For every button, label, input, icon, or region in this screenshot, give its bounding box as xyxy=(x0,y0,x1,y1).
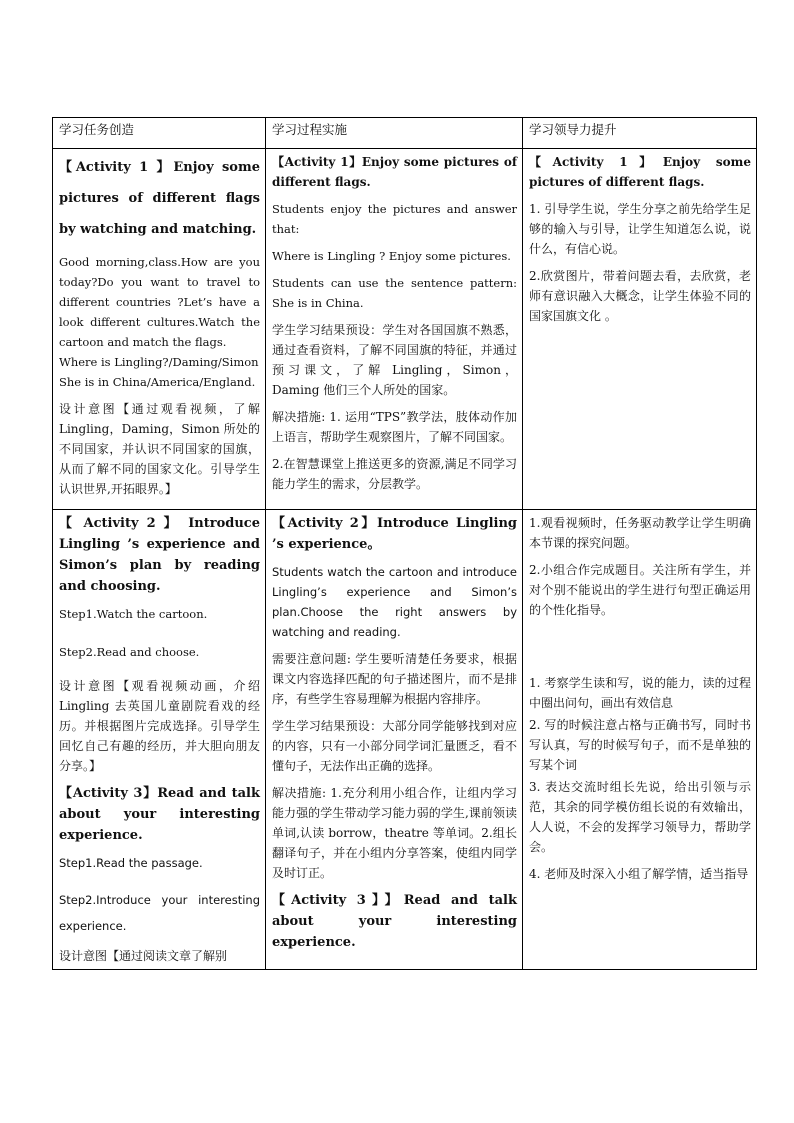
activity2-step1: Step1.Watch the cartoon. xyxy=(59,607,208,621)
activity1-dialogue: Good morning,class.How are you today?Do you want to travel to different countries ?Let’s have a look different cultures.Watch the cartoon and match the flags. xyxy=(59,255,260,349)
activity2-process-title: 【Activity 2】Introduce Lingling ’s experience。 xyxy=(272,516,517,552)
process2-solutions: 解决措施: 1.充分利用小组合作，让组内学习能力强的学生带动学习能力弱的学生,课前领读单词,认读 borrow，theatre 等单词。2.组长翻译句子，并在小组内分享答案，使组内同学及时订正。 xyxy=(272,786,517,880)
process1-p2: Where is Lingling ? Enjoy some pictures. xyxy=(272,249,511,263)
row1-process-cell xyxy=(266,149,523,510)
header-task-creation: 学习任务创造 xyxy=(53,118,266,149)
process1-smart-classroom: 2.在智慧课堂上推送更多的资源,满足不同学习能力学生的需求，分层教学。 xyxy=(272,457,517,491)
process2-expected-results: 学生学习结果预设：大部分同学能够找到对应的内容，只有一小部分同学词汇量匮乏，看不懂句子，无法作出正确的选择。 xyxy=(272,719,517,773)
process1-p1: Students enjoy the pictures and answer that: xyxy=(272,202,517,236)
process1-expected-results: 学生学习结果预设：学生对各国国旗不熟悉，通过查看资料，了解不同国旗的特征，并通过预习课文，了解 Lingling，Simon，Daming 他们三个人所处的国家。 xyxy=(272,323,517,397)
process1-p3: Students can use the sentence pattern: She is in China. xyxy=(272,276,517,310)
row2-process-cell xyxy=(266,510,523,970)
process2-p1: Students watch the cartoon and introduce Lingling’s experience and Simon’s plan.Choose the right answers by watching and reading. xyxy=(272,565,517,639)
activity1-design-intent: 设计意图【通过观看视频，了解Lingling，Daming，Simon 所处的不同国家，并认识不同国家的国旗，从而了解不同的国家文化。引导学生认识世界,开拓眼界。】 xyxy=(59,402,260,496)
activity2-design-intent: 设计意图【观看视频动画，介绍 Lingling 去英国儿童剧院看戏的经历。并根据图片完成选择。引导学生回忆自己有趣的经历，并大胆向朋友分享。】 xyxy=(59,679,260,773)
activity3-step1: Step1.Read the passage. xyxy=(59,856,203,870)
leadership2-p5: 3. 表达交流时组长先说，给出引领与示范，其余的同学模仿组长说的有效输出，人人说，不会的发挥学习领导力，帮助学会。 xyxy=(529,780,751,854)
activity3-title: 【Activity 3】Read and talk about your interesting experience. xyxy=(59,786,260,843)
process1-solutions: 解决措施: 1. 运用“TPS”教学法，肢体动作加上语言，帮助学生观察图片，了解不同国家。 xyxy=(272,410,517,444)
activity3-process-title: 【Activity 3】】Read and talk about your interesting experience. xyxy=(272,893,517,950)
spacer xyxy=(529,627,751,673)
row1-task-cell xyxy=(53,149,266,510)
activity1-leadership-title: 【Activity 1】Enjoy some pictures of different flags. xyxy=(529,155,751,189)
leadership2-p6: 4. 老师及时深入小组了解学情，适当指导 xyxy=(529,867,749,881)
activity1-question: Where is Lingling?/Daming/Simon xyxy=(59,355,259,369)
leadership2-p2: 2.小组合作完成题目。关注所有学生，并对个别不能说出的学生进行句型正确运用的个性化指导。 xyxy=(529,563,751,617)
row2-task-cell xyxy=(53,510,266,970)
table-row xyxy=(53,510,757,970)
activity1-answer: She is in China/America/England. xyxy=(59,375,256,389)
row2-leadership-cell xyxy=(523,510,757,970)
leadership2-p1: 1.观看视频时，任务驱动教学让学生明确本节课的探究问题。 xyxy=(529,516,751,550)
activity3-design-intent: 设计意图【通过阅读文章了解别 xyxy=(59,949,228,963)
leadership2-p3: 1. 考察学生读和写，说的能力，读的过程中圈出问句，画出有效信息 xyxy=(529,676,751,710)
activity3-step2: Step2.Introduce your interesting experience. xyxy=(59,893,260,933)
table-header-row xyxy=(53,118,757,149)
process2-notes: 需要注意问题: 学生要听清楚任务要求，根据课文内容选择匹配的句子描述图片，而不是排序，有些学生容易理解为根据内容排序。 xyxy=(272,652,517,706)
leadership1-p2: 2.欣赏图片，带着问题去看，去欣赏，老师有意识融入大概念，让学生体验不同的国家国旗文化 。 xyxy=(529,269,751,323)
activity2-step2: Step2.Read and choose. xyxy=(59,645,200,659)
leadership2-p4: 2. 写的时候注意占格与正确书写，同时书写认真，写的时候写句子，而不是单独的写某个词 xyxy=(529,718,751,772)
table-row xyxy=(53,149,757,510)
header-leadership-improvement: 学习领导力提升 xyxy=(523,118,757,149)
leadership1-p1: 1. 引导学生说，学生分享之前先给学生足够的输入与引导，让学生知道怎么说，说什么，有信心说。 xyxy=(529,202,751,256)
activity2-title: 【 Activity 2 】 Introduce Lingling ’s experience and Simon’s plan by reading and choosing. xyxy=(59,516,260,594)
activity1-process-title: 【Activity 1】Enjoy some pictures of different flags. xyxy=(272,155,517,189)
header-process-implementation: 学习过程实施 xyxy=(266,118,523,149)
activity1-title: 【Activity 1 】Enjoy some pictures of different flags by watching and matching. xyxy=(59,160,260,237)
lesson-plan-table xyxy=(52,117,757,970)
row1-leadership-cell xyxy=(523,149,757,510)
